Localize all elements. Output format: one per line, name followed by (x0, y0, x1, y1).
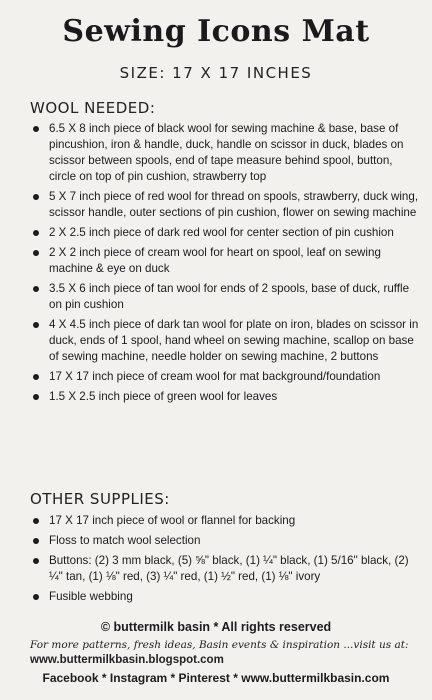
list-item: 6.5 X 8 inch piece of black wool for sewing machine & base, base of pincushion, iron & handle, duck, handle on scissor in duck, blades on scissor between spools, end of tape measure behind spool, button, circle on top of pin cushion, strawberry top (30, 121, 420, 185)
bullet-icon (33, 126, 39, 132)
bullet-icon (33, 594, 39, 600)
list-item: 1.5 X 2.5 inch piece of green wool for leaves (30, 389, 420, 405)
bullet-icon (33, 558, 39, 564)
social-links: Facebook * Instagram * Pinterest * www.buttermilkbasin.com (42, 671, 390, 685)
copyright-notice: © buttermilk basin * All rights reserved (100, 620, 332, 634)
list-item: 2 X 2.5 inch piece of dark red wool for center section of pin cushion (30, 225, 420, 241)
bullet-icon (33, 194, 39, 200)
promo-message: For more patterns, fresh ideas, Basin events & inspiration ...visit us at: (30, 639, 409, 651)
blog-link[interactable]: www.buttermilkbasin.blogspot.com (30, 654, 224, 666)
page-title: Sewing Icons Mat (62, 14, 370, 49)
other-supplies-heading: OTHER SUPPLIES: (30, 490, 170, 508)
bullet-icon (33, 286, 39, 292)
bullet-icon (33, 394, 39, 400)
bullet-icon (33, 322, 39, 328)
list-item: 2 X 2 inch piece of cream wool for heart on spool, leaf on sewing machine & eye on duck (30, 245, 420, 277)
promo-text (30, 638, 410, 668)
list-item: Buttons: (2) 3 mm black, (5) ⅝" black, (1) ¼" black, (1) 5/16" black, (2) ¼" tan, (1) ⅛" red, (3) ¼" red, (1) ½" red, (1) ⅛" ivory (30, 553, 420, 585)
bullet-icon (33, 374, 39, 380)
supplies-list (30, 513, 420, 609)
list-item: 4 X 4.5 inch piece of dark tan wool for plate on iron, blades on scissor in duck, ends of 1 spool, hand wheel on sewing machine, scallop on base of sewing machine, needle holder on sewing machine, 2 buttons (30, 317, 420, 365)
list-item: 17 X 17 inch piece of wool or flannel for backing (30, 513, 420, 529)
wool-needed-heading: WOOL NEEDED: (30, 99, 156, 117)
bullet-icon (33, 518, 39, 524)
list-item: Floss to match wool selection (30, 533, 420, 549)
wool-list (30, 121, 420, 409)
list-item: 5 X 7 inch piece of red wool for thread on spools, strawberry, duck wing, scissor handle, outer sections of pin cushion, flower on sewing machine (30, 189, 420, 221)
bullet-icon (33, 538, 39, 544)
list-item: 17 X 17 inch piece of cream wool for mat background/foundation (30, 369, 420, 385)
bullet-icon (33, 230, 39, 236)
size-label: SIZE: 17 X 17 INCHES (119, 64, 313, 82)
list-item: Fusible webbing (30, 589, 420, 605)
bullet-icon (33, 250, 39, 256)
list-item: 3.5 X 6 inch piece of tan wool for ends of 2 spools, base of duck, ruffle on pin cushion (30, 281, 420, 313)
